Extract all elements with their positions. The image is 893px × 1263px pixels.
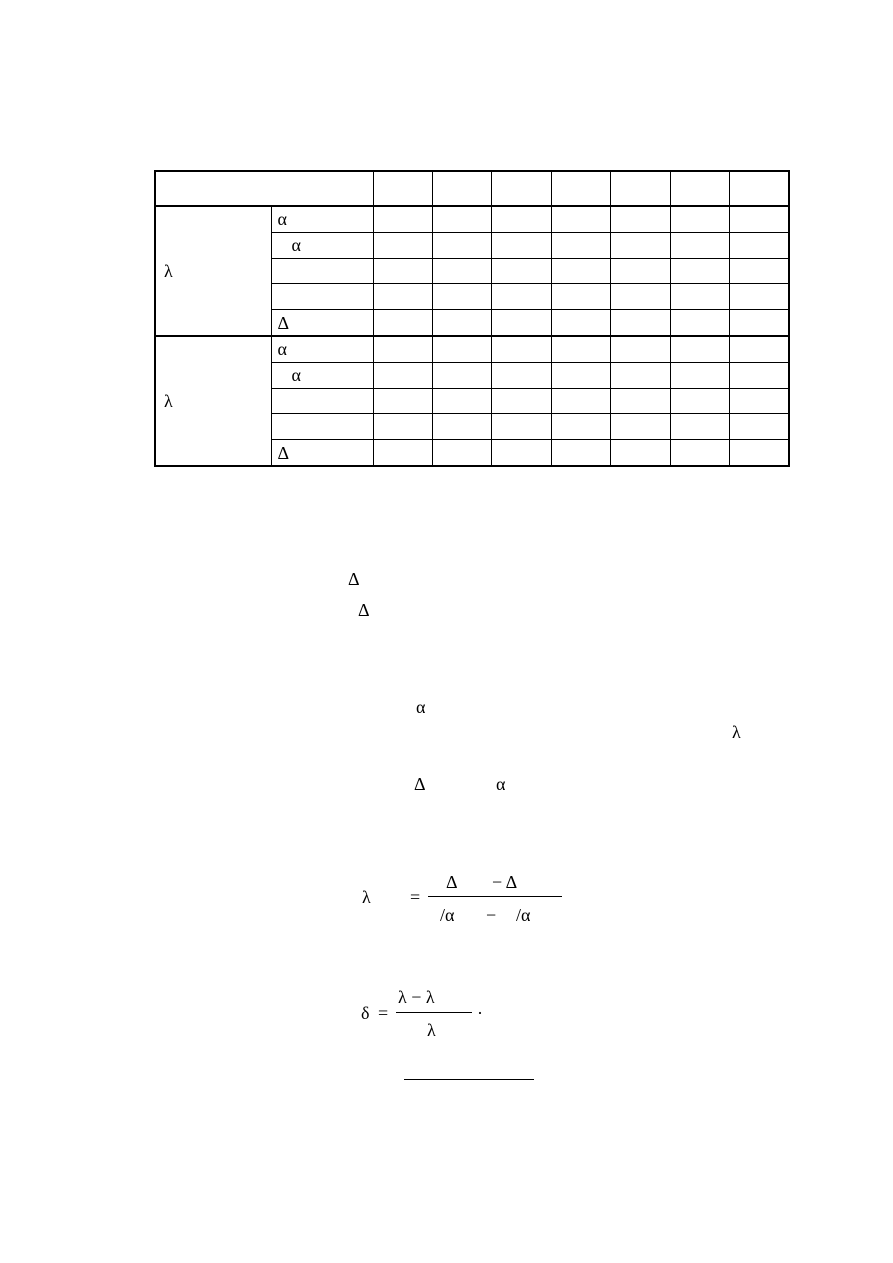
table-cell (611, 284, 670, 310)
header-cell (670, 171, 729, 206)
formula-2-denominator: λ (427, 1020, 436, 1040)
formula-1-fraction-bar (428, 896, 562, 897)
table-cell (670, 258, 729, 284)
table-cell (730, 310, 789, 336)
header-cell (730, 171, 789, 206)
table-cell (492, 284, 551, 310)
footnote-rule (404, 1079, 534, 1080)
formula-2-lhs: δ (361, 1003, 370, 1023)
delta-symbol: Δ (414, 774, 426, 794)
table-cell (730, 258, 789, 284)
table-cell (730, 362, 789, 388)
table-cell (611, 440, 670, 466)
header-cell (155, 171, 373, 206)
table-cell (730, 284, 789, 310)
row-symbol: α (271, 206, 373, 232)
row-symbol: α (271, 232, 373, 258)
table-cell (373, 336, 432, 362)
table-cell (432, 206, 491, 232)
formula-1-equals: = (410, 887, 421, 907)
table-cell (730, 414, 789, 440)
table-cell (551, 336, 610, 362)
table-cell (551, 284, 610, 310)
table-cell (373, 206, 432, 232)
table-cell (730, 388, 789, 414)
table-cell (492, 440, 551, 466)
table-row (155, 206, 789, 232)
table-cell (611, 336, 670, 362)
table-cell (551, 310, 610, 336)
table-cell (611, 414, 670, 440)
table-cell (670, 206, 729, 232)
formula-2-fraction-bar (396, 1012, 472, 1013)
header-cell (611, 171, 670, 206)
table-cell (551, 258, 610, 284)
header-cell (373, 171, 432, 206)
table-cell (551, 362, 610, 388)
table-cell (373, 284, 432, 310)
table-cell (492, 206, 551, 232)
delta-symbol: Δ (348, 569, 360, 589)
formula-2-dot: · (477, 1003, 483, 1023)
header-cell (551, 171, 610, 206)
table-cell (432, 388, 491, 414)
table-cell (670, 336, 729, 362)
row-symbol (271, 284, 373, 310)
table-cell (432, 440, 491, 466)
table-cell (611, 310, 670, 336)
table-cell (730, 336, 789, 362)
row-symbol (271, 388, 373, 414)
table-cell (611, 232, 670, 258)
lambda-symbol: λ (732, 722, 741, 742)
table-cell (373, 414, 432, 440)
table-cell (551, 440, 610, 466)
table-cell (432, 414, 491, 440)
table-cell (373, 362, 432, 388)
table-cell (730, 206, 789, 232)
table-cell (432, 284, 491, 310)
table-cell (611, 206, 670, 232)
table-cell (373, 232, 432, 258)
table-cell (670, 440, 729, 466)
table-cell (492, 310, 551, 336)
table-cell (670, 362, 729, 388)
table-cell (551, 388, 610, 414)
table-cell (373, 388, 432, 414)
table-cell (551, 232, 610, 258)
alpha-symbol: α (496, 774, 506, 794)
group-2-label: λ (155, 336, 271, 466)
table-cell (492, 232, 551, 258)
row-symbol: Δ (271, 310, 373, 336)
table-cell (373, 258, 432, 284)
formula-1-denominator-b: /α (516, 905, 531, 925)
row-symbol (271, 258, 373, 284)
table-cell (730, 440, 789, 466)
group-1-label: λ (155, 206, 271, 336)
table-cell (611, 258, 670, 284)
formula-2-equals: = (378, 1003, 389, 1023)
table-cell (611, 362, 670, 388)
formula-2-numerator: λ − λ (398, 987, 435, 1007)
table-cell (373, 310, 432, 336)
formula-1-numerator-a: Δ (446, 872, 458, 892)
table-cell (670, 284, 729, 310)
formula-1-denominator-a: /α (440, 905, 455, 925)
table-cell (551, 206, 610, 232)
data-table (154, 170, 790, 467)
table-cell (730, 232, 789, 258)
table-cell (670, 414, 729, 440)
table-cell (551, 414, 610, 440)
row-symbol (271, 414, 373, 440)
table-cell (432, 310, 491, 336)
table-cell (670, 232, 729, 258)
table-header-row (155, 171, 789, 206)
table-row (155, 336, 789, 362)
row-symbol: α (271, 336, 373, 362)
table-cell (492, 336, 551, 362)
table-cell (432, 232, 491, 258)
formula-1-lhs: λ (362, 887, 371, 907)
table-cell (670, 388, 729, 414)
table-cell (373, 440, 432, 466)
formula-1-numerator-b: − Δ (492, 872, 518, 892)
table-cell (432, 258, 491, 284)
table-cell (611, 388, 670, 414)
alpha-symbol: α (416, 697, 426, 717)
table-cell (492, 414, 551, 440)
delta-symbol: Δ (358, 600, 370, 620)
table-cell (492, 388, 551, 414)
table-cell (432, 362, 491, 388)
header-cell (432, 171, 491, 206)
table-cell (492, 362, 551, 388)
row-symbol: Δ (271, 440, 373, 466)
header-cell (492, 171, 551, 206)
table-cell (492, 258, 551, 284)
formula-1-denominator-minus: − (486, 905, 497, 925)
table-cell (670, 310, 729, 336)
table-cell (432, 336, 491, 362)
row-symbol: α (271, 362, 373, 388)
